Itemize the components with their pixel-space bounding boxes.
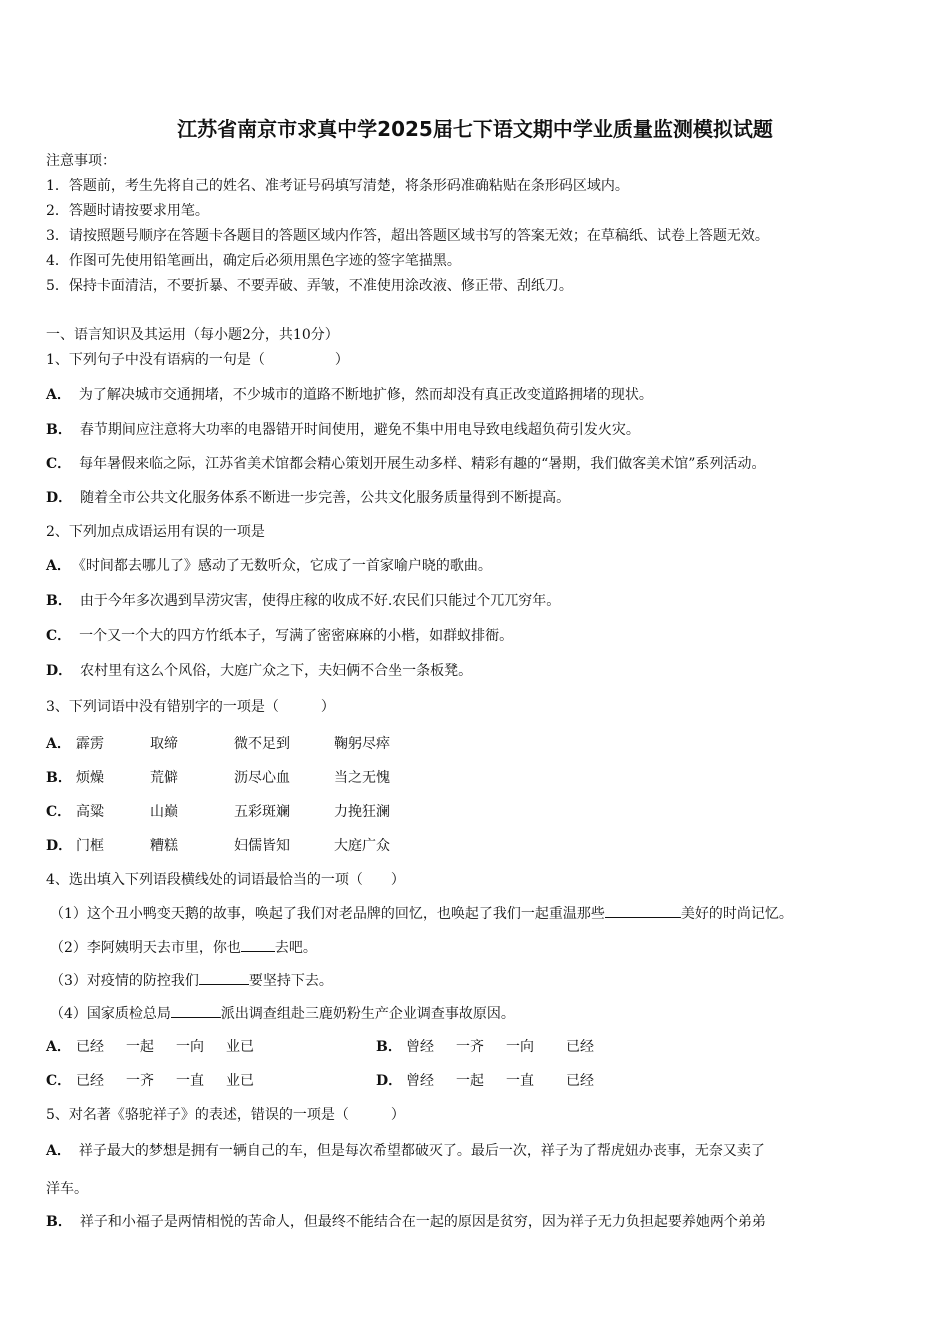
- notice-item-4: 4．作图可先使用铅笔画出，确定后必须用黑色字迹的签字笔描黑。: [46, 253, 461, 269]
- word: 业已: [226, 1073, 254, 1089]
- option-label: B．: [46, 422, 72, 438]
- q4-options-row-1: [46, 1037, 594, 1057]
- word: 荒僻: [150, 770, 178, 786]
- word: 取缔: [150, 736, 178, 752]
- option-label: C．: [46, 628, 72, 644]
- word: 五彩斑斓: [234, 804, 290, 820]
- fill-blank: [241, 937, 275, 952]
- q2-option-d: [46, 661, 472, 681]
- option-text: 《时间都去哪儿了》感动了无数听众，它成了一首家喻户晓的歌曲。: [78, 558, 492, 574]
- option-label: A．: [46, 736, 71, 752]
- word: 鞠躬尽瘁: [334, 736, 390, 752]
- fill-blank: [199, 970, 249, 985]
- q4-item-3: [50, 970, 333, 991]
- q4-option-d: [376, 1071, 594, 1091]
- fill-blank: [605, 903, 681, 918]
- q4-item-4: [50, 1003, 515, 1024]
- word: 霹雳: [76, 736, 104, 752]
- word: 一向: [506, 1039, 534, 1055]
- option-label: A．: [46, 1039, 71, 1055]
- option-label: D．: [46, 838, 73, 854]
- option-label: A．: [46, 387, 71, 403]
- item-text: 去吧。: [274, 940, 317, 956]
- notice-item-1: 1．答题前，考生先将自己的姓名、准考证号码填写清楚，将条形码准确粘贴在条形码区域内。: [46, 178, 629, 194]
- option-label: B．: [46, 770, 72, 786]
- item-text: （2）李阿姨明天去市里，你也: [50, 940, 241, 956]
- option-label: C．: [46, 1073, 72, 1089]
- word: 曾经: [406, 1039, 434, 1055]
- q3-option-a: [46, 734, 390, 754]
- item-text: （3）对疫情的防控我们: [50, 973, 199, 989]
- option-label: B．: [46, 1214, 72, 1230]
- q2-option-c: [46, 626, 513, 646]
- option-label: A．: [46, 558, 71, 574]
- option-text: 春节期间应注意将大功率的电器错开时间使用，避免不集中用电导致电线超负荷引发火灾。: [79, 422, 640, 438]
- option-label: B．: [376, 1039, 402, 1055]
- page-title: 江苏省南京市求真中学2025届七下语文期中学业质量监测模拟试题: [177, 117, 773, 141]
- notice-item-2: 2．答题时请按要求用笔。: [46, 203, 209, 219]
- word: 烦燥: [76, 770, 104, 786]
- q2-stem: 2、下列加点成语运用有误的一项是: [46, 524, 265, 540]
- option-label: A．: [46, 1143, 71, 1159]
- word: 曾经: [406, 1073, 434, 1089]
- word: 高粱: [76, 804, 104, 820]
- word: 一直: [506, 1073, 534, 1089]
- word: 山巅: [150, 804, 178, 820]
- word: 一齐: [456, 1039, 484, 1055]
- option-text: 由于今年多次遇到旱涝灾害，使得庄稼的收成不好.农民们只能过个兀兀穷年。: [79, 593, 561, 609]
- option-label: D．: [46, 490, 73, 506]
- q2-option-a: [46, 556, 492, 576]
- q4-option-c: [46, 1071, 376, 1091]
- section-heading: 一、语言知识及其运用（每小题2分，共10分）: [46, 327, 339, 343]
- q5-stem: 5、对名著《骆驼祥子》的表述，错误的一项是（ ）: [46, 1107, 405, 1123]
- option-text: 每年暑假来临之际，江苏省美术馆都会精心策划开展生动多样、精彩有趣的“暑期，我们做客美术馆”系列活动。: [79, 456, 766, 472]
- option-label: C．: [46, 804, 72, 820]
- word: 门框: [76, 838, 104, 854]
- word: 一齐: [126, 1073, 154, 1089]
- word: 已经: [76, 1073, 104, 1089]
- q3-option-c: [46, 802, 390, 822]
- q1-option-d: [46, 488, 570, 508]
- notice-item-5: 5．保持卡面清洁，不要折暴、不要弄破、弄皱，不准使用涂改液、修正带、刮纸刀。: [46, 278, 573, 294]
- option-label: B．: [46, 593, 72, 609]
- option-text: 一个又一个大的四方竹纸本子，写满了密密麻麻的小楷，如群蚁排衙。: [79, 628, 514, 644]
- word: 微不足到: [234, 736, 290, 752]
- q2-option-b: [46, 591, 560, 611]
- q3-stem: 3、下列词语中没有错别字的一项是（ ）: [46, 699, 335, 715]
- item-text: （1）这个丑小鸭变天鹅的故事，唤起了我们对老品牌的回忆，也唤起了我们一起重温那些: [50, 906, 605, 922]
- option-text: 祥子最大的梦想是拥有一辆自己的车，但是每次希望都破灭了。最后一次，祥子为了帮虎妞办丧事，无奈又卖了: [78, 1143, 765, 1159]
- q4-stem: 4、选出填入下列语段横线处的词语最恰当的一项（ ）: [46, 872, 405, 888]
- item-text: 派出调查组赴三鹿奶粉生产企业调查事故原因。: [220, 1006, 515, 1022]
- q4-options-row-2: [46, 1071, 594, 1091]
- word: 妇儒皆知: [234, 838, 290, 854]
- word: 糟糕: [150, 838, 178, 854]
- notice-header: 注意事项：: [46, 153, 116, 169]
- word: 一直: [176, 1073, 204, 1089]
- word: 力挽狂澜: [334, 804, 390, 820]
- option-label: D．: [376, 1073, 403, 1089]
- word: 一起: [456, 1073, 484, 1089]
- option-text: 祥子和小福子是两情相悦的苦命人，但最终不能结合在一起的原因是贫穷，因为祥子无力负担起要养她两个弟弟: [79, 1214, 766, 1230]
- q5-option-a-line2: 洋车。: [46, 1181, 88, 1197]
- word: 已经: [76, 1039, 104, 1055]
- item-text: （4）国家质检总局: [50, 1006, 171, 1022]
- q1-option-c: [46, 454, 765, 474]
- option-text: 为了解决城市交通拥堵，不少城市的道路不断地扩修，然而却没有真正改变道路拥堵的现状。: [78, 387, 653, 403]
- q1-stem: 1、下列句子中没有语病的一句是（ ）: [46, 352, 349, 368]
- q1-option-a: [46, 385, 653, 405]
- q3-option-d: [46, 836, 390, 856]
- word: 大庭广众: [334, 838, 390, 854]
- word: 一向: [176, 1039, 204, 1055]
- q5-option-b: [46, 1212, 766, 1232]
- item-text: 要坚持下去。: [248, 973, 333, 989]
- fill-blank: [171, 1003, 221, 1018]
- q3-option-b: [46, 768, 390, 788]
- item-text: 美好的时尚记忆。: [680, 906, 793, 922]
- word: 一起: [126, 1039, 154, 1055]
- q4-option-b: [376, 1037, 594, 1057]
- q4-item-1: [50, 903, 793, 924]
- option-text: 随着全市公共文化服务体系不断进一步完善，公共文化服务质量得到不断提高。: [80, 490, 571, 506]
- word: 沥尽心血: [234, 770, 290, 786]
- word: 业已: [226, 1039, 254, 1055]
- notice-item-3: 3．请按照题号顺序在答题卡各题目的答题区域内作答，超出答题区域书写的答案无效；在草稿纸、试卷上答题无效。: [46, 228, 769, 244]
- word: 已经: [566, 1073, 594, 1089]
- word: 当之无愧: [334, 770, 390, 786]
- option-text: 农村里有这么个风俗，大庭广众之下，夫妇俩不合坐一条板凳。: [80, 663, 473, 679]
- q4-option-a: [46, 1037, 376, 1057]
- q1-option-b: [46, 420, 640, 440]
- word: 已经: [566, 1039, 594, 1055]
- q4-item-2: [50, 937, 317, 958]
- option-label: D．: [46, 663, 73, 679]
- q5-option-a-line1: [46, 1141, 765, 1161]
- option-label: C．: [46, 456, 72, 472]
